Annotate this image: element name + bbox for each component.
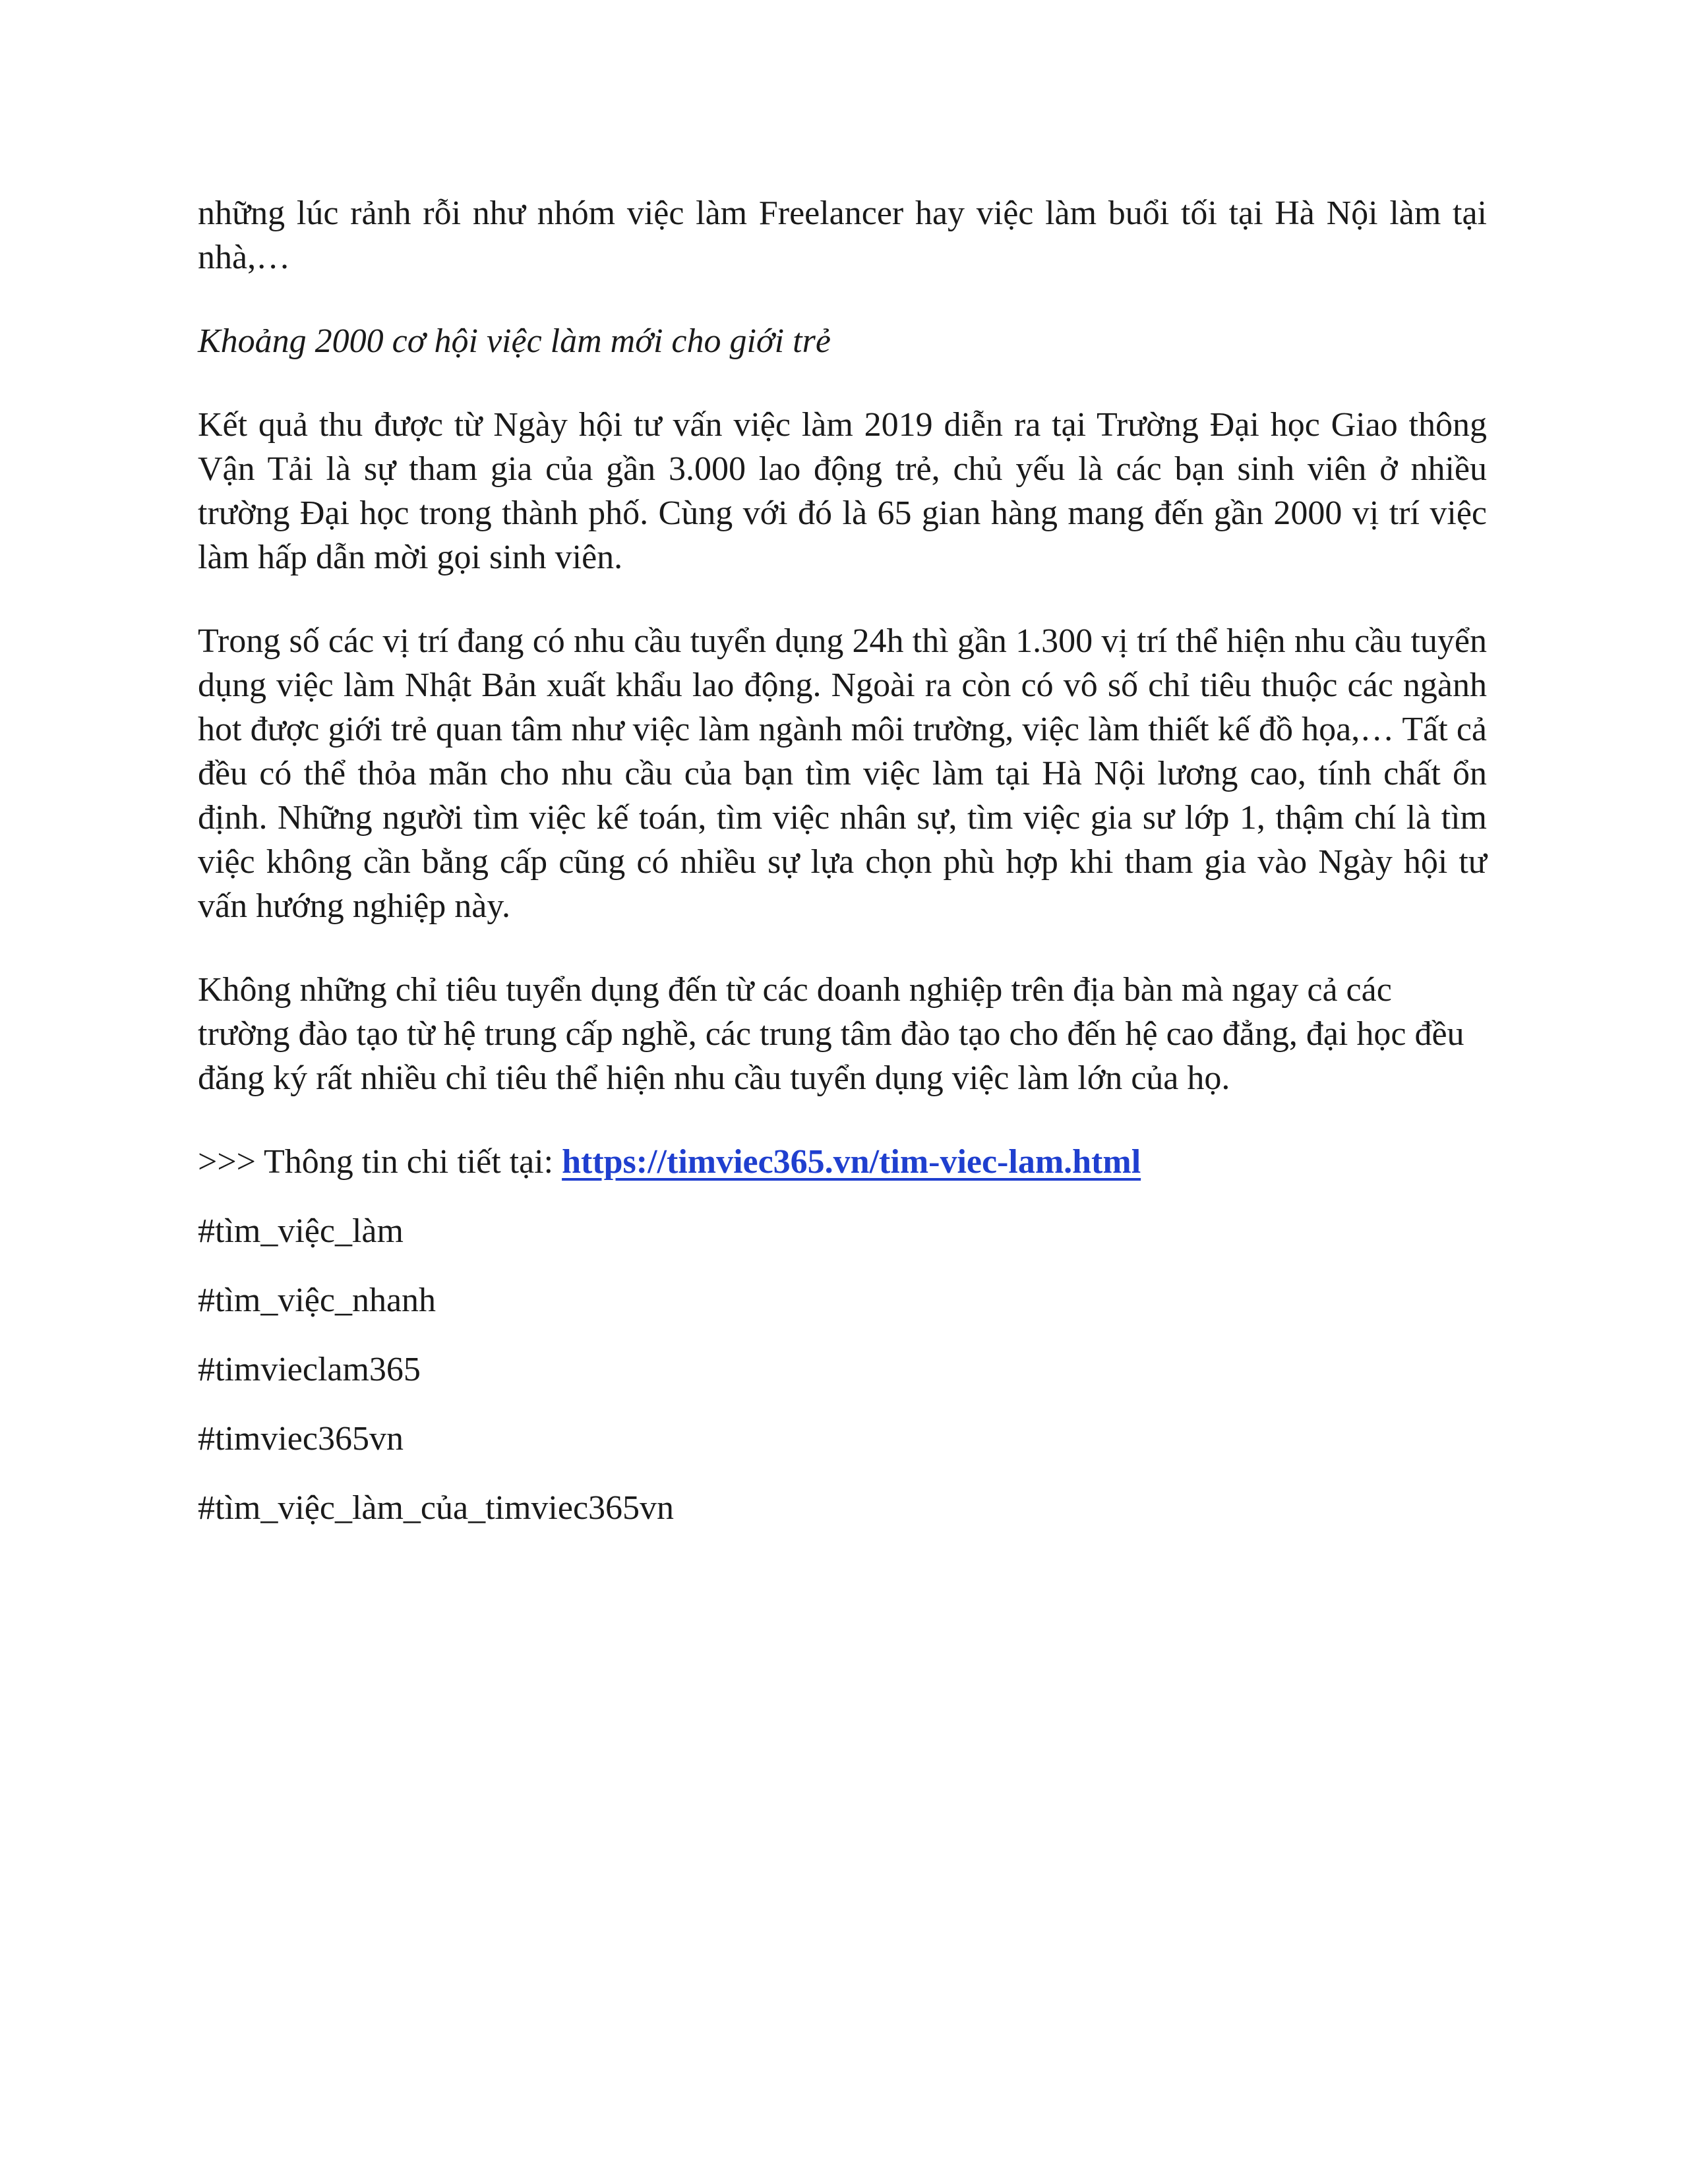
hashtag-5: #tìm_việc_làm_của_timviec365vn (198, 1489, 675, 1527)
section-subheading: Khoảng 2000 cơ hội việc làm mới cho giới trẻ (198, 322, 831, 360)
info-line (198, 1140, 1487, 1184)
intro-paragraph: những lúc rảnh rỗi như nhóm việc làm Freelancer hay việc làm buổi tối tại Hà Nội làm tại nhà,… (198, 194, 1487, 276)
body-paragraph-3: Không những chỉ tiêu tuyển dụng đến từ các doanh nghiệp trên địa bàn mà ngay cả các trường đào tạo từ hệ trung cấp nghề, các trung tâm đào tạo cho đến hệ cao đẳng, đại học đều đăng ký rất nhiều chỉ tiêu thể hiện nhu cầu tuyển dụng việc làm lớn của họ. (198, 971, 1464, 1097)
hashtag-1: #tìm_việc_làm (198, 1212, 404, 1250)
hashtag-3: #timvieclam365 (198, 1351, 421, 1388)
body-paragraph-2: Trong số các vị trí đang có nhu cầu tuyển dụng 24h thì gần 1.300 vị trí thể hiện nhu cầu tuyển dụng việc làm Nhật Bản xuất khẩu lao động. Ngoài ra còn có vô số chỉ tiêu thuộc các ngành hot được giới trẻ quan tâm như việc làm ngành môi trường, việc làm thiết kế đồ họa,… Tất cả đều có thể thỏa mãn cho nhu cầu của bạn tìm việc làm tại Hà Nội lương cao, tính chất ổn định. Những người tìm việc kế toán, tìm việc nhân sự, tìm việc gia sư lớp 1, thậm chí là tìm việc không cần bằng cấp cũng có nhiều sự lựa chọn phù hợp khi tham gia vào Ngày hội tư vấn hướng nghiệp này. (198, 622, 1487, 925)
info-prefix: >>> Thông tin chi tiết tại: (198, 1143, 562, 1181)
body-paragraph-1: Kết quả thu được từ Ngày hội tư vấn việc làm 2019 diễn ra tại Trường Đại học Giao thông Vận Tải là sự tham gia của gần 3.000 lao động trẻ, chủ yếu là các bạn sinh viên ở nhiều trường Đại học trong thành phố. Cùng với đó là 65 gian hàng mang đến gần 2000 vị trí việc làm hấp dẫn mời gọi sinh viên. (198, 406, 1487, 576)
hashtag-4: #timviec365vn (198, 1420, 404, 1458)
document-page (198, 191, 1487, 1555)
hashtag-2: #tìm_việc_nhanh (198, 1282, 437, 1319)
details-link[interactable]: https://timviec365.vn/tim-viec-lam.html (562, 1143, 1141, 1181)
